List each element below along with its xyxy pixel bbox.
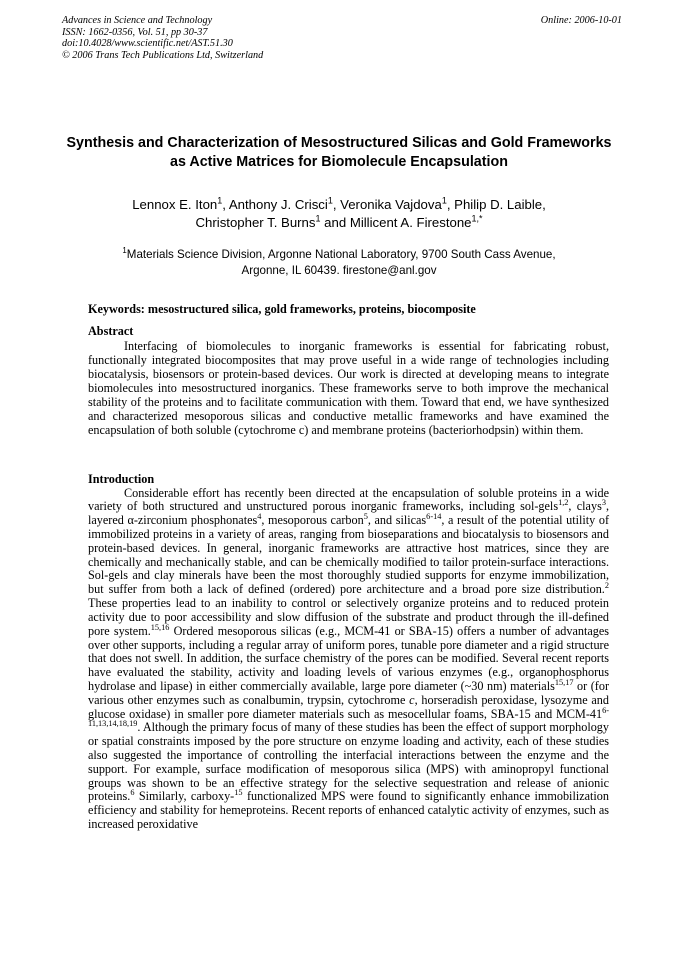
- author-affiliation-mark: 1: [441, 195, 447, 206]
- affiliation-line: Materials Science Division, Argonne National Laboratory, 9700 South Cass Avenue,: [126, 248, 556, 261]
- abstract-heading: Abstract: [88, 324, 134, 338]
- body-text: functionalized MPS were found to significantly enhance immobilization efficiency and stability for hemeproteins. Recent reports of enhanced catalytic activity of enzymes, such as increased peroxidative: [88, 789, 609, 832]
- author-name: Anthony J. Crisci: [228, 197, 328, 212]
- author-list: [62, 196, 616, 231]
- citation-ref: 2: [604, 581, 609, 591]
- author-affiliation-mark: 1,*: [471, 213, 483, 224]
- citation-ref: 6-11,13,14,18,19: [88, 705, 609, 729]
- citation-ref: 15,16: [150, 622, 170, 632]
- citation-ref: 4: [257, 512, 262, 522]
- introduction-paragraph: [88, 487, 609, 832]
- journal-name: Advances in Science and Technology: [62, 15, 213, 26]
- copyright-line: © 2006 Trans Tech Publications Ltd, Switzerland: [62, 49, 264, 61]
- body-text: Considerable effort has recently been directed at the encapsulation of soluble proteins in a wide variety of both structured and unstructured porous inorganic frameworks, including sol-gels: [88, 485, 609, 514]
- abstract-text: Interfacing of biomolecules to inorganic frameworks is essential for fabricating robust, functionally integrated biocomposites that may prove useful in a wide range of technologies including biocatalysis, biosensors or protein-based devices. Our work is directed at developing means to integrate biomolecules into mesostructured inorganics. These frameworks serve to both improve the mechanical stability of the proteins and to facilitate communication with them. Toward that end, we have synthesized and characterized mesoporous silicas and conductive metallic frameworks and have examined the encapsulation of both soluble (cytochrome c) and membrane proteins (bacteriorhodpsin) within them.: [88, 338, 609, 437]
- abstract-section: [88, 324, 609, 437]
- author-separator: ,: [222, 197, 229, 212]
- body-text: , and silicas: [367, 513, 427, 528]
- paper-title: Synthesis and Characterization of Mesostructured Silicas and Gold Frameworks as Active Matrices for Biomolecule Encapsulation: [66, 135, 612, 170]
- citation-ref: 1,2: [558, 498, 569, 508]
- author-name: Philip D. Laible: [454, 197, 543, 212]
- body-text: , horseradish peroxidase, lysozyme and glucose oxidase) in smaller pore diameter materials such as mesocellular foams, SBA-15 and MCM-41: [88, 692, 609, 721]
- body-text: , clays: [568, 499, 602, 514]
- body-text: , mesoporous carbon: [261, 513, 364, 528]
- author-separator: ,: [332, 197, 341, 212]
- keywords: [88, 302, 608, 317]
- citation-ref: 6-14: [426, 512, 442, 522]
- introduction-section: [88, 472, 609, 832]
- online-date: Online: 2006-10-01: [540, 15, 622, 26]
- citation-ref: 5: [363, 512, 368, 522]
- author-separator: ,: [446, 197, 455, 212]
- author-name: Millicent A. Firestone: [349, 214, 472, 230]
- author-name: Veronika Vajdova: [340, 197, 442, 212]
- author-separator: ,: [542, 197, 546, 212]
- issn-line: ISSN: 1662-0356, Vol. 51, pp 30-37: [62, 26, 208, 38]
- introduction-heading: Introduction: [88, 472, 155, 486]
- body-text: Ordered mesoporous silicas (e.g., MCM-41 or SBA-15) offers a number of advantages over other supports, including a regular array of uniform pores, tunable pore diameter and a rigid structure that does not swell. In addition, the surface chemistry of the pores can be modified. Several recent reports have evaluated the stability, activity and loading levels of various enzymes (e.g., organophosphorus hydrolase and lipase) in either commercially available, large pore diameter (~30 nm) materials: [88, 623, 609, 693]
- keywords-label: Keywords:: [88, 302, 145, 316]
- affiliation-mark: 1: [122, 246, 127, 256]
- affiliation: [62, 247, 616, 278]
- body-text: , a result of the potential utility of immobilized proteins in a variety of areas, ranging from bioseparations and biocatalysis to biosensors and protein-based devices. In general, inorganic frameworks are attractive host matrices, since they are chemically and mechanically stable, and can be chemically modified to tailor protein-surface interactions. Sol-gels and clay minerals have been the most thoroughly studied supports for enzyme immobilization, but suffer from both a lack of defined (ordered) pore architecture and a broad pore size distribution.: [88, 513, 610, 597]
- doi-line: doi:10.4028/www.scientific.net/AST.51.30: [62, 38, 233, 50]
- body-text: , layered α-zirconium phosphonates: [88, 499, 609, 528]
- body-text: . Although the primary focus of many of these studies has been the effect of support morphology or spatial constraints imposed by the pore structure on enzyme loading and activity, each of these studies also suggested the importance of controlling the interfacial interactions between the enzyme and the support. For example, surface modification of mesoporous silica (MPS) with aminopropyl functional groups was shown to be an effective strategy for the selective sequestration and release of anionic proteins.: [88, 720, 609, 804]
- author-affiliation-mark: 1: [217, 195, 223, 206]
- citation-ref: 6: [130, 788, 135, 798]
- journal-header: [62, 15, 622, 61]
- italic-text: c: [409, 692, 415, 707]
- citation-ref: 15: [234, 788, 243, 798]
- citation-ref: 3: [601, 498, 606, 508]
- body-text: or (for various other enzymes such as conalbumin, trypsin, cytochrome: [88, 678, 609, 707]
- affiliation-line: Argonne, IL 60439. firestone@anl.gov: [241, 263, 437, 277]
- body-text: These properties lead to an inability to control or selectively organize proteins and to reduced protein activity due to poor accessibility and slow diffusion of the substrate and product through the ill-defined pore system.: [88, 596, 609, 638]
- author-separator: and: [320, 214, 350, 230]
- keywords-text: mesostructured silica, gold frameworks, proteins, biocomposite: [147, 302, 476, 316]
- author-name: Christopher T. Burns: [195, 214, 316, 230]
- citation-ref: 15,17: [554, 677, 574, 687]
- body-text: Similarly, carboxy-: [134, 789, 235, 804]
- author-affiliation-mark: 1: [327, 195, 333, 206]
- author-affiliation-mark: 1: [315, 213, 321, 224]
- author-name: Lennox E. Iton: [132, 197, 218, 212]
